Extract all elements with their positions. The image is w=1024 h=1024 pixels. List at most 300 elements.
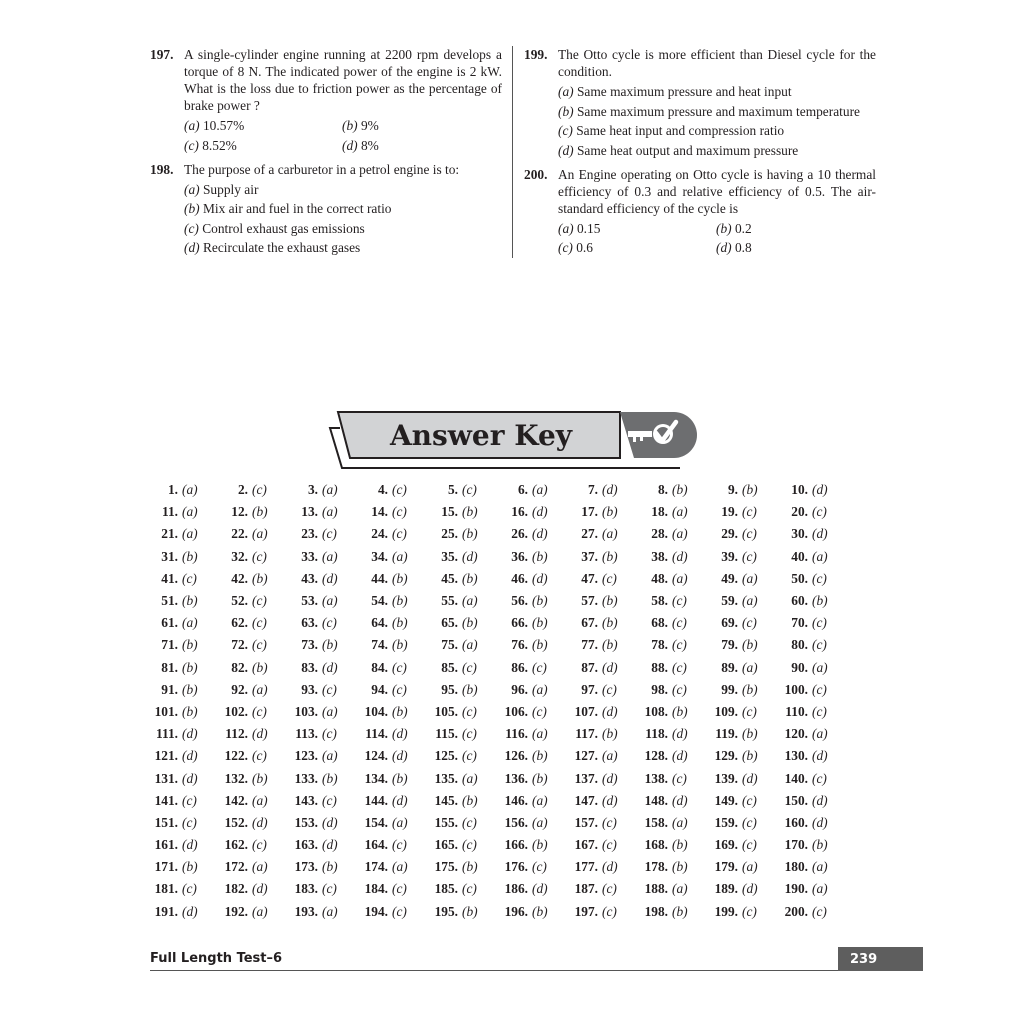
answer-option: (b) [462,792,478,808]
answer-number: 149. [714,792,738,808]
answer-option: (b) [252,504,268,520]
answer-item [640,748,710,764]
answer-item [220,881,290,897]
answer-number: 13. [301,504,318,520]
answer-option: (a) [742,570,758,586]
answer-number: 140. [784,770,808,786]
answer-item [150,704,220,720]
answer-number: 136. [504,770,528,786]
answer-item [290,748,360,764]
answer-number: 103. [294,703,318,719]
answer-option: (c) [252,837,267,853]
answer-option: (c) [672,770,687,786]
answer-option: (b) [322,770,338,786]
answer-number: 41. [161,570,178,586]
answer-option: (b) [182,681,198,697]
answer-item [290,704,360,720]
answer-number: 118. [645,726,668,742]
answer-item [570,859,640,875]
answer-option: (d) [322,570,338,586]
answer-number: 111. [156,726,178,742]
answer-item [710,726,780,742]
answer-option: (b) [252,570,268,586]
question-200 [524,166,876,257]
answer-item [570,904,640,920]
answer-item [150,482,220,498]
answer-option: (b) [742,726,758,742]
answer-option: (a) [532,792,548,808]
answer-option: (d) [462,548,478,564]
answer-option: (c) [462,837,477,853]
answer-item [710,881,780,897]
answer-number: 178. [644,859,668,875]
answer-option: (a) [672,570,688,586]
answer-item [780,504,850,520]
answer-option: (d) [602,482,618,498]
answer-number: 158. [644,814,668,830]
answer-number: 22. [231,526,248,542]
answer-item [640,571,710,587]
answer-option: (b) [322,859,338,875]
question-number: 198. [150,161,174,177]
answer-option: (a) [812,659,828,675]
answer-number: 129. [714,748,738,764]
answer-number: 47. [581,570,598,586]
answer-option: (b) [182,593,198,609]
answer-option: (b) [532,748,548,764]
answer-number: 198. [644,903,668,919]
answer-item [640,526,710,542]
answer-option: (c) [812,504,827,520]
answer-item [780,793,850,809]
answer-number: 110. [785,703,808,719]
answer-option: (c) [462,726,477,742]
answer-item [780,904,850,920]
answer-number: 152. [224,814,248,830]
answer-option: (b) [252,659,268,675]
answer-number: 143. [294,792,318,808]
answer-item [220,593,290,609]
answer-item [570,837,640,853]
answer-item [360,837,430,853]
answer-item [710,482,780,498]
answer-option: (d) [182,748,198,764]
answer-option: (c) [742,837,757,853]
answer-number: 17. [581,504,598,520]
answer-item [570,482,640,498]
answer-option: (c) [812,770,827,786]
answer-item [780,660,850,676]
answer-number: 69. [721,615,738,631]
answer-number: 168. [644,837,668,853]
answer-item [780,571,850,587]
answer-number: 79. [721,637,738,653]
answer-option: (c) [392,526,407,542]
options-list [184,181,502,257]
answer-row [150,568,850,590]
right-question-column [524,46,876,263]
answer-number: 95. [441,681,458,697]
answer-number: 97. [581,681,598,697]
answer-item [430,549,500,565]
answer-number: 21. [161,526,178,542]
answer-option: (d) [672,548,688,564]
answer-option: (c) [462,703,477,719]
answer-item [500,837,570,853]
answer-number: 93. [301,681,318,697]
answer-item [640,837,710,853]
answer-option: (b) [602,548,618,564]
answer-number: 42. [231,570,248,586]
answer-number: 4. [377,482,388,498]
answer-item [710,748,780,764]
answer-option: (d) [672,792,688,808]
answer-option: (b) [182,548,198,564]
answer-option: (a) [672,526,688,542]
answer-item [570,526,640,542]
answer-number: 74. [371,637,388,653]
answer-number: 54. [371,593,388,609]
answer-item [290,504,360,520]
answer-number: 84. [371,659,388,675]
answer-item [430,815,500,831]
answer-item [430,859,500,875]
answer-number: 155. [434,814,458,830]
answer-number: 23. [301,526,318,542]
answer-option: (c) [532,659,547,675]
answer-option: (b) [182,703,198,719]
answer-option: (c) [742,792,757,808]
answer-option: (c) [742,504,757,520]
answer-option: (b) [462,903,478,919]
answer-option: (c) [812,570,827,586]
answer-number: 8. [657,482,668,498]
answer-item [290,771,360,787]
answer-item [500,549,570,565]
answer-option: (b) [532,770,548,786]
answer-number: 56. [511,593,528,609]
answer-option: (c) [672,681,687,697]
answer-number: 50. [791,570,808,586]
answer-option: (d) [252,881,268,897]
answer-item [780,771,850,787]
answer-number: 199. [714,903,738,919]
answer-row [150,767,850,789]
answer-item [220,904,290,920]
answer-number: 119. [715,726,738,742]
answer-number: 10. [791,482,808,498]
answer-option: (a) [532,681,548,697]
answer-option: (a) [742,859,758,875]
answer-option: (c) [182,881,197,897]
answer-number: 83. [301,659,318,675]
answer-item [150,881,220,897]
answer-number: 167. [574,837,598,853]
answer-option: (c) [322,726,337,742]
answer-item [570,748,640,764]
question-number: 200. [524,166,548,182]
answer-number: 190. [784,881,808,897]
answer-option: (b) [672,859,688,875]
answer-option: (b) [392,570,408,586]
answer-number: 112. [225,726,248,742]
answer-number: 52. [231,593,248,609]
answer-option: (d) [812,482,828,498]
answer-number: 6. [517,482,528,498]
answer-item [710,793,780,809]
answer-item [360,771,430,787]
answer-item [570,793,640,809]
options-list [558,83,876,159]
answer-option: (c) [322,681,337,697]
answer-number: 194. [364,903,388,919]
answer-key-grid [150,479,850,923]
answer-option: (b) [672,903,688,919]
answer-item [640,637,710,653]
answer-option: (d) [672,726,688,742]
answer-item [710,660,780,676]
answer-number: 169. [714,837,738,853]
answer-option: (d) [812,526,828,542]
answer-item [500,815,570,831]
answer-option: (c) [392,504,407,520]
answer-number: 43. [301,570,318,586]
answer-number: 100. [784,681,808,697]
question-number: 197. [150,47,174,62]
answer-number: 53. [301,593,318,609]
answer-option: (a) [322,748,338,764]
answer-option: (a) [322,903,338,919]
answer-row [150,590,850,612]
option-b: (b) 9% [342,118,379,133]
answer-item [360,660,430,676]
answer-option: (b) [462,859,478,875]
answer-number: 46. [511,570,528,586]
answer-option: (b) [812,837,828,853]
answer-number: 68. [651,615,668,631]
answer-item [780,859,850,875]
answer-option: (b) [742,482,758,498]
answer-item [430,704,500,720]
answer-option: (b) [532,548,548,564]
answer-item [150,904,220,920]
answer-row [150,679,850,701]
answer-option: (a) [322,593,338,609]
answer-number: 27. [581,526,598,542]
answer-number: 82. [231,659,248,675]
answer-item [150,726,220,742]
answer-number: 144. [364,792,388,808]
answer-option: (a) [182,526,198,542]
answer-option: (c) [742,814,757,830]
answer-item [150,637,220,653]
answer-number: 133. [294,770,318,786]
answer-number: 60. [791,593,808,609]
answer-number: 165. [434,837,458,853]
answer-row [150,745,850,767]
option-c: (c) Control exhaust gas emissions [184,220,365,236]
answer-option: (c) [602,814,617,830]
answer-option: (a) [462,770,478,786]
answer-number: 76. [511,637,528,653]
answer-item [710,837,780,853]
answer-item [290,881,360,897]
page-number: 239 [838,947,923,971]
answer-item [640,704,710,720]
answer-number: 139. [714,770,738,786]
answer-option: (b) [532,593,548,609]
answer-option: (c) [742,703,757,719]
answer-number: 36. [511,548,528,564]
answer-option: (b) [532,615,548,631]
answer-item [500,859,570,875]
answer-number: 121. [154,748,178,764]
answer-row [150,834,850,856]
answer-number: 57. [581,593,598,609]
answer-number: 156. [504,814,528,830]
answer-number: 5. [447,482,458,498]
answer-number: 157. [574,814,598,830]
answer-number: 162. [224,837,248,853]
answer-number: 26. [511,526,528,542]
answer-number: 124. [364,748,388,764]
answer-number: 125. [434,748,458,764]
answer-item [640,504,710,520]
answer-item [360,815,430,831]
answer-number: 184. [364,881,388,897]
answer-option: (c) [252,615,267,631]
answer-item [360,793,430,809]
answer-number: 62. [231,615,248,631]
answer-option: (d) [672,748,688,764]
answer-option: (a) [742,593,758,609]
answer-option: (c) [322,792,337,808]
answer-item [710,815,780,831]
answer-option: (c) [672,593,687,609]
answer-option: (c) [602,881,617,897]
answer-item [360,859,430,875]
answer-item [430,571,500,587]
answer-number: 18. [651,504,668,520]
answer-item [780,837,850,853]
answer-option: (b) [322,637,338,653]
answer-option: (d) [812,814,828,830]
answer-option: (b) [602,615,618,631]
answer-option: (c) [392,837,407,853]
option-c: (c) 0.6 [558,240,593,256]
answer-item [500,704,570,720]
answer-number: 12. [231,504,248,520]
answer-option: (d) [322,814,338,830]
answer-option: (c) [462,748,477,764]
answer-option: (a) [392,548,408,564]
answer-number: 80. [791,637,808,653]
answer-row [150,790,850,812]
answer-option: (c) [602,837,617,853]
answer-number: 9. [727,482,738,498]
answer-number: 87. [581,659,598,675]
answer-option: (c) [812,681,827,697]
answer-number: 58. [651,593,668,609]
answer-option: (d) [182,726,198,742]
answer-option: (b) [462,615,478,631]
answer-item [780,482,850,498]
answer-item [290,793,360,809]
answer-number: 35. [441,548,458,564]
answer-item [710,571,780,587]
answer-option: (a) [672,504,688,520]
question-199 [524,46,876,159]
answer-option: (d) [532,570,548,586]
answer-item [500,726,570,742]
answer-item [640,660,710,676]
answer-number: 113. [295,726,318,742]
answer-number: 55. [441,593,458,609]
answer-item [500,881,570,897]
answer-item [500,615,570,631]
option-a: (a) 10.57% [184,118,245,133]
answer-item [430,793,500,809]
answer-number: 77. [581,637,598,653]
answer-number: 25. [441,526,458,542]
answer-option: (b) [182,659,198,675]
answer-option: (d) [182,770,198,786]
answer-item [780,637,850,653]
answer-row [150,701,850,723]
answer-item [290,549,360,565]
options-grid [558,220,876,257]
answer-item [290,682,360,698]
answer-item [290,482,360,498]
option-b: (b) 0.2 [716,220,752,236]
answer-number: 186. [504,881,528,897]
answer-option: (a) [462,637,478,653]
answer-number: 142. [224,792,248,808]
answer-item [430,904,500,920]
answer-item [780,726,850,742]
answer-number: 166. [504,837,528,853]
answer-item [220,482,290,498]
answer-number: 200. [784,903,808,919]
answer-option: (d) [252,814,268,830]
answer-item [500,904,570,920]
answer-option: (c) [322,881,337,897]
answer-item [430,837,500,853]
answer-item [220,837,290,853]
answer-number: 86. [511,659,528,675]
answer-option: (b) [602,726,618,742]
answer-option: (a) [812,881,828,897]
answer-option: (d) [602,659,618,675]
option-a: (a) Same maximum pressure and heat input [558,84,792,99]
answer-row [150,657,850,679]
answer-item [220,771,290,787]
answer-number: 16. [511,504,528,520]
answer-option: (a) [742,659,758,675]
answer-item [500,526,570,542]
answer-number: 128. [644,748,668,764]
answer-option: (d) [812,792,828,808]
answer-option: (d) [392,792,408,808]
answer-item [780,593,850,609]
answer-option: (b) [392,703,408,719]
answer-number: 135. [434,770,458,786]
answer-option: (c) [322,615,337,631]
answer-number: 126. [504,748,528,764]
answer-option: (b) [182,859,198,875]
answer-item [360,526,430,542]
answer-number: 197. [574,903,598,919]
